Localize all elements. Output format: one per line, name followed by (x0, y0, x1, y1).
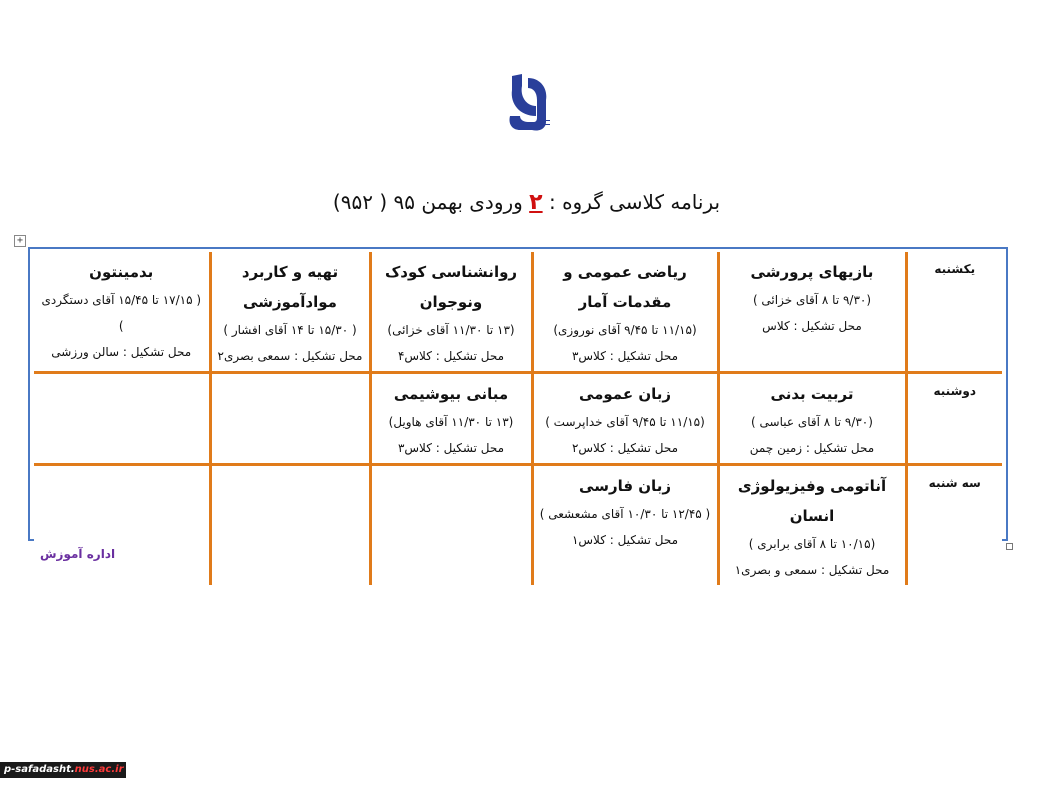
course-location: محل تشکیل : کلاس۳ (397, 441, 505, 455)
watermark-accent: nus.ac.ir (74, 764, 124, 775)
class-cell (210, 465, 370, 586)
course-name: آناتومی وفیزیولوژی انسان (737, 477, 887, 525)
class-cell (532, 465, 718, 586)
course-time: (۹/۳۰ تا ۸ آقای عباسی ) (751, 415, 873, 429)
class-cell (210, 252, 370, 373)
watermark-main: p-safadasht. (4, 764, 75, 775)
schedule-row (34, 252, 1002, 373)
course-time: (۱۰/۱۵ تا ۸ آقای برابری ) (748, 537, 876, 551)
course-time: (۱۱/۱۵ تا ۹/۴۵ آقای نوروزی) (553, 323, 697, 337)
table-move-handle[interactable]: + (14, 235, 26, 247)
class-cell (532, 373, 718, 465)
course-time: ( ۱۷/۱۵ تا ۱۵/۴۵ آقای دستگردی ) (41, 293, 202, 333)
class-cell (34, 465, 210, 586)
class-cell (370, 465, 532, 586)
class-cell (718, 373, 906, 465)
schedule-table (34, 252, 1002, 585)
class-cell (370, 373, 532, 465)
course-name: بازیهای پرورشی (750, 263, 874, 281)
day-label: دوشنبه (906, 373, 1002, 465)
footer-note: اداره آموزش (40, 547, 116, 561)
title-prefix: برنامه کلاسی گروه : (548, 190, 721, 214)
course-time: (۱۱/۱۵ تا ۹/۴۵ آقای خداپرست ) (545, 415, 705, 429)
course-time: ( ۱۲/۴۵ تا ۱۰/۳۰ آقای مشعشعی ) (539, 507, 711, 521)
course-time: (۱۳ تا ۱۱/۳۰ آقای خزائی) (387, 323, 515, 337)
university-logo (506, 72, 552, 134)
table-resize-handle[interactable] (1006, 543, 1013, 550)
course-location: محل تشکیل : کلاس۲ (571, 441, 679, 455)
course-name: مبانی بیوشیمی (393, 385, 509, 403)
class-cell (210, 373, 370, 465)
course-time: ( ۱۵/۳۰ تا ۱۴ آقای افشار ) (223, 323, 357, 337)
schedule-row (34, 373, 1002, 465)
course-location: محل تشکیل : کلاس۱ (571, 533, 679, 547)
course-name: روانشناسی کودک ونوجوان (384, 263, 518, 311)
class-cell (370, 252, 532, 373)
course-name: تهیه و کاربرد موادآموزشی (241, 263, 339, 311)
class-cell (532, 252, 718, 373)
class-cell (34, 373, 210, 465)
course-location: محل تشکیل : کلاس۳ (571, 349, 679, 363)
course-time: (۹/۳۰ تا ۸ آقای خزائی ) (752, 293, 872, 307)
site-watermark (0, 762, 126, 778)
course-location: محل تشکیل : سالن ورزشی (51, 345, 192, 359)
class-cell (718, 465, 906, 586)
group-number: ۲ (529, 190, 543, 215)
class-cell (34, 252, 210, 373)
course-name: زبان عمومی (578, 385, 672, 403)
day-label: سه شنبه (906, 465, 1002, 586)
schedule-row (34, 465, 1002, 586)
course-name: تربیت بدنی (770, 385, 854, 403)
course-name: بدمینتون (89, 263, 154, 281)
day-label: یکشنبه (906, 252, 1002, 373)
course-location: محل تشکیل : سمعی بصری۲ (217, 349, 363, 363)
course-name: ریاضی عمومی و مقدمات آمار (563, 263, 687, 311)
page-title (0, 190, 1053, 215)
course-location: محل تشکیل : کلاس (762, 319, 862, 333)
course-location: محل تشکیل : کلاس۴ (397, 349, 505, 363)
course-name: زبان فارسی (579, 477, 671, 495)
course-location: محل تشکیل : سمعی و بصری۱ (734, 563, 890, 577)
course-time: (۱۳ تا ۱۱/۳۰ آقای هاویل) (388, 415, 514, 429)
course-location: محل تشکیل : زمین چمن (749, 441, 875, 455)
title-suffix: ورودی بهمن ۹۵ ( ۹۵۲) (332, 190, 523, 214)
class-cell (718, 252, 906, 373)
